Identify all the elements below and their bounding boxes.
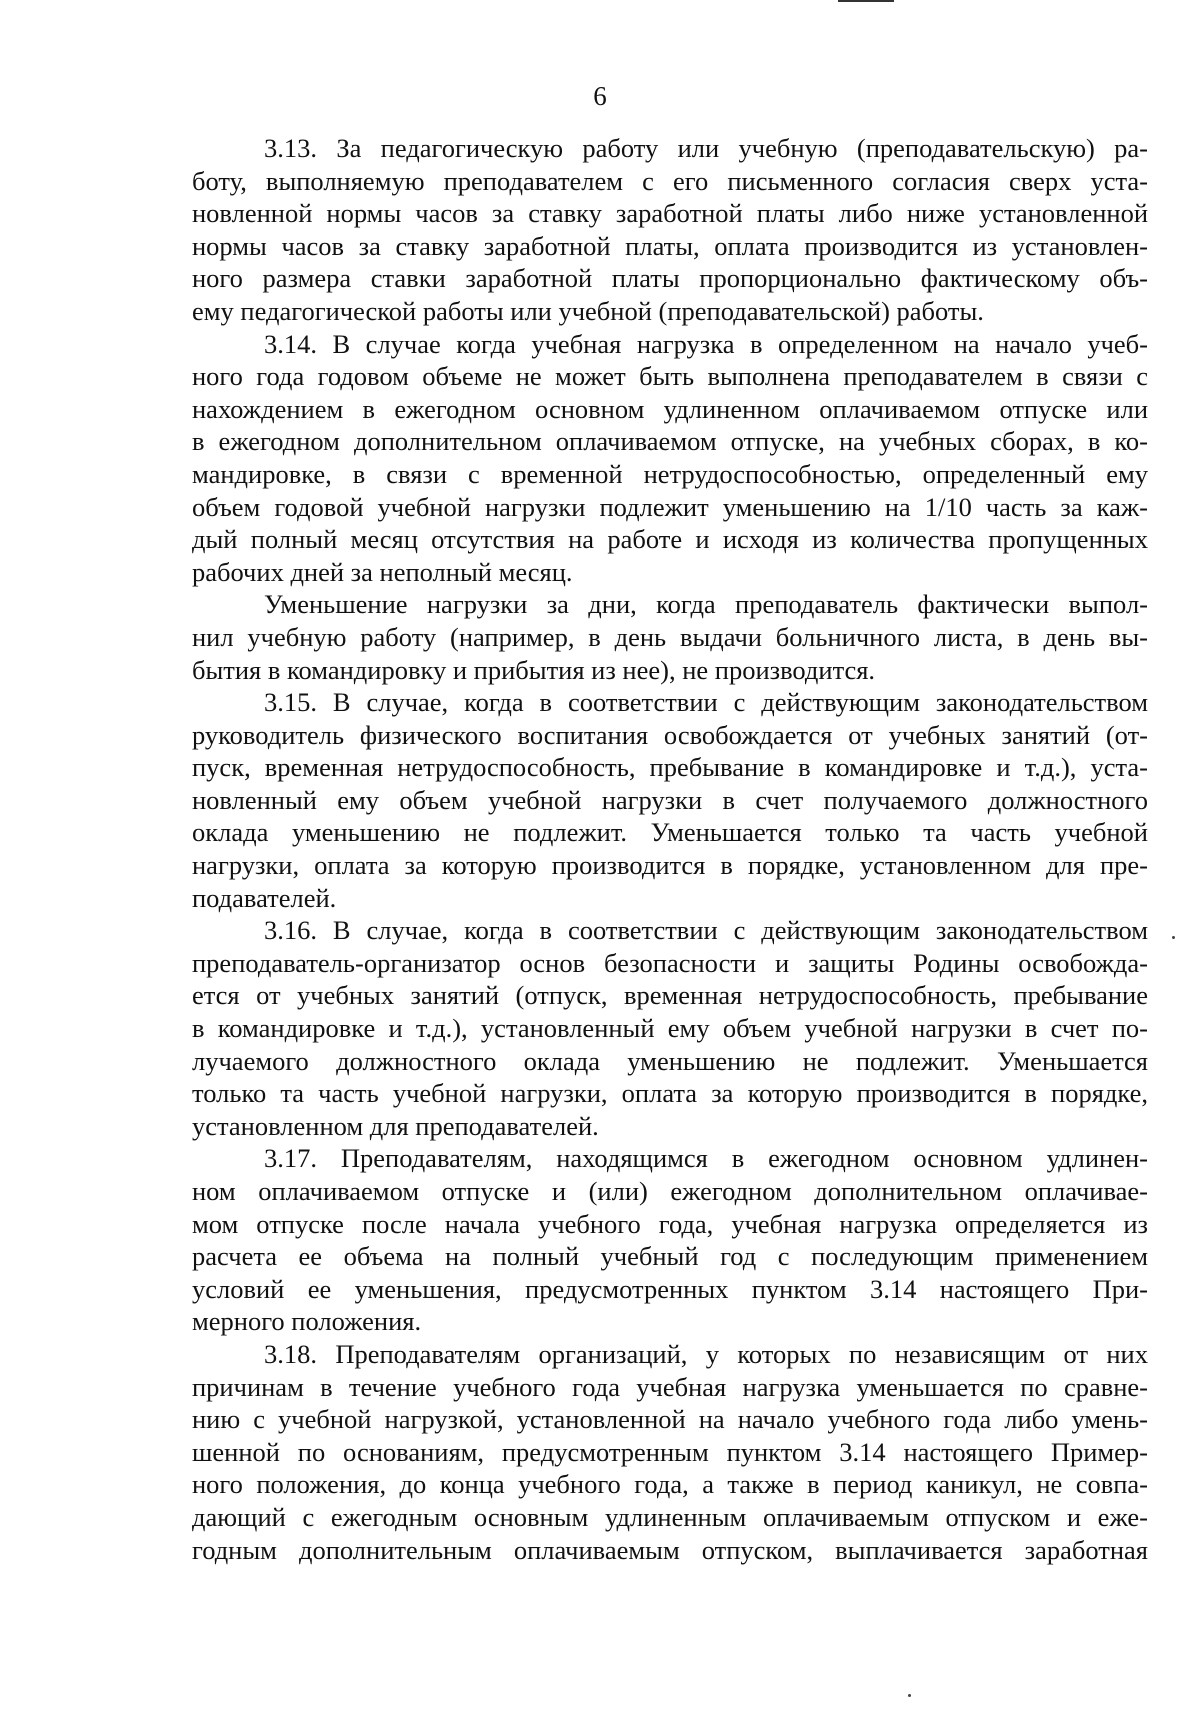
- text-line: боту, выполняемую преподавателем с его письменного согласия сверх уста-: [192, 165, 1148, 196]
- text-line: дающий с ежегодным основным удлиненным оплачиваемым отпуском и еже-: [192, 1501, 1148, 1532]
- text-line: 3.16. В случае, когда в соответствии с действующим законодательством: [264, 915, 1148, 946]
- text-line: нормы часов за ставку заработной платы, оплата производится из установлен-: [192, 230, 1148, 261]
- text-line: лучаемого должностного оклада уменьшению не подлежит. Уменьшается: [192, 1045, 1148, 1076]
- document-body: [192, 132, 1148, 1566]
- text-line: нию с учебной нагрузкой, установленной на начало учебного года либо умень-: [192, 1404, 1148, 1435]
- text-line: 3.14. В случае когда учебная нагрузка в определенном на начало учеб-: [264, 328, 1148, 359]
- scan-speck: [908, 1694, 911, 1697]
- text-line: рабочих дней за неполный месяц.: [192, 556, 573, 587]
- text-line: шенной по основаниям, предусмотренным пунктом 3.14 настоящего Пример-: [192, 1436, 1148, 1467]
- text-line: 3.18. Преподавателям организаций, у которых по независящим от них: [264, 1338, 1148, 1369]
- text-line: причинам в течение учебного года учебная нагрузка уменьшается по сравне-: [192, 1371, 1148, 1402]
- paragraph-p-3-15: [192, 686, 1148, 914]
- text-line: мерного положения.: [192, 1306, 422, 1337]
- text-line: в командировке и т.д.), установленный ему объем учебной нагрузки в счет по-: [192, 1013, 1148, 1044]
- paragraph-p-3-14-b: [192, 588, 1148, 686]
- text-line: Уменьшение нагрузки за дни, когда преподаватель фактически выпол-: [264, 589, 1148, 620]
- text-line: новленный ему объем учебной нагрузки в счет получаемого должностного: [192, 784, 1148, 815]
- paragraph-p-3-13: [192, 132, 1148, 328]
- text-line: преподаватель-организатор основ безопасности и защиты Родины освобожда-: [192, 947, 1148, 978]
- text-line: объем годовой учебной нагрузки подлежит уменьшению на 1/10 часть за каж-: [192, 491, 1148, 522]
- text-line: нагрузки, оплата за которую производится в порядке, установленном для пре-: [192, 850, 1148, 881]
- text-line: ется от учебных занятий (отпуск, временная нетрудоспособность, пребывание: [192, 980, 1148, 1011]
- text-line: ного положения, до конца учебного года, а также в период каникул, не совпа-: [192, 1469, 1148, 1500]
- scan-edge-mark: [838, 0, 894, 2]
- paragraph-p-3-17: [192, 1142, 1148, 1338]
- text-line: нил учебную работу (например, в день выдачи больничного листа, в день вы-: [192, 621, 1148, 652]
- text-line: дый полный месяц отсутствия на работе и исходя из количества пропущенных: [192, 524, 1148, 555]
- text-line: годным дополнительным оплачиваемым отпуском, выплачивается заработная: [192, 1534, 1148, 1565]
- text-line: расчета ее объема на полный учебный год с последующим применением: [192, 1241, 1148, 1272]
- text-line: руководитель физического воспитания освобождается от учебных занятий (от-: [192, 719, 1148, 750]
- text-line: 3.13. За педагогическую работу или учебную (преподавательскую) ра-: [264, 133, 1148, 163]
- text-line: пуск, временная нетрудоспособность, пребывание в командировке и т.д.), уста-: [192, 752, 1148, 783]
- text-line: ного года годовом объеме не может быть выполнена преподавателем в связи с: [192, 361, 1148, 392]
- paragraph-p-3-18: [192, 1338, 1148, 1566]
- text-line: 3.15. В случае, когда в соответствии с действующим законодательством: [264, 687, 1148, 718]
- text-line: условий ее уменьшения, предусмотренных пунктом 3.14 настоящего При-: [192, 1273, 1148, 1304]
- text-line: ного размера ставки заработной платы пропорционально фактическому объ-: [192, 263, 1148, 294]
- text-line: ему педагогической работы или учебной (преподавательской) работы.: [192, 295, 984, 326]
- text-line: оклада уменьшению не подлежит. Уменьшается только та часть учебной: [192, 817, 1148, 848]
- text-line: в ежегодном дополнительном оплачиваемом отпуске, на учебных сборах, в ко-: [192, 426, 1148, 457]
- text-line: установленном для преподавателей.: [192, 1110, 599, 1141]
- text-line: нахождением в ежегодном основном удлиненном оплачиваемом отпуске или: [192, 393, 1148, 424]
- paragraph-p-3-16: [192, 914, 1148, 1142]
- text-line: подавателей.: [192, 882, 337, 913]
- text-line: ном оплачиваемом отпуске и (или) ежегодном дополнительном оплачивае-: [192, 1176, 1148, 1206]
- paragraph-p-3-14: [192, 328, 1148, 589]
- text-line: мандировке, в связи с временной нетрудоспособностью, определенный ему: [192, 458, 1148, 489]
- text-line: только та часть учебной нагрузки, оплата за которую производится в порядке,: [192, 1078, 1148, 1109]
- scan-speck: [1172, 936, 1175, 939]
- page-number: 6: [593, 81, 607, 111]
- text-line: новленной нормы часов за ставку заработной платы либо ниже установленной: [192, 198, 1148, 229]
- text-line: мом отпуске после начала учебного года, учебная нагрузка определяется из: [192, 1208, 1148, 1239]
- text-line: бытия в командировку и прибытия из нее), не производится.: [192, 654, 876, 685]
- text-line: 3.17. Преподавателям, находящимся в ежегодном основном удлинен-: [264, 1143, 1148, 1174]
